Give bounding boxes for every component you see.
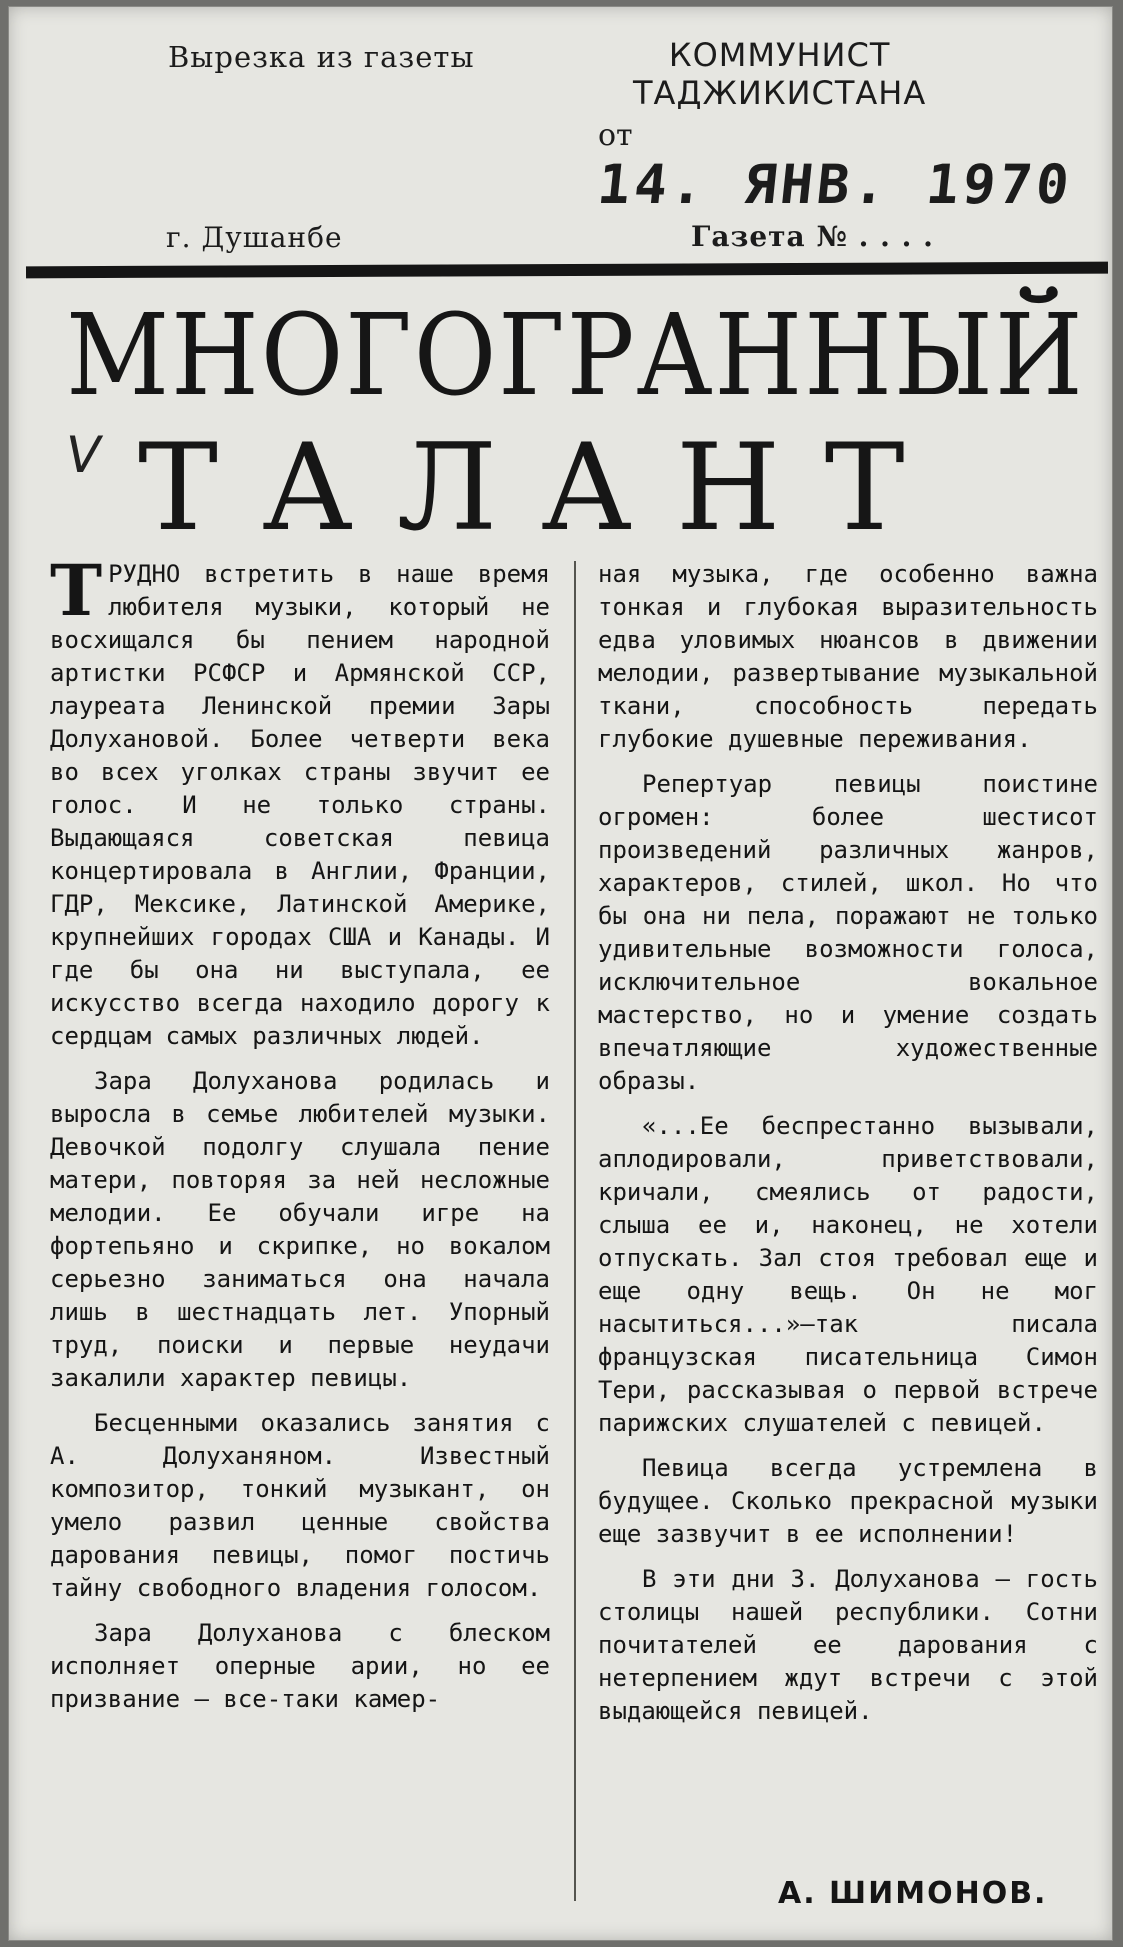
date-line (594, 118, 1113, 216)
newspaper-name-line2: ТАДЖИКИСТАНА (633, 74, 927, 112)
paragraph: Зара Долуханова родилась и выросла в семье любителей музыки. Девочкой подолгу слушала пение матери, повторяя за ней несложные мелодии. Ее обучали игре на фортепьяно и скрипке, но вокалом серьезно заниматься она начала лишь в шестнадцать лет. Упорный труд, поиски и первые неудачи закалили характер певицы. (50, 1067, 550, 1392)
date-prefix: от (598, 118, 633, 153)
author-byline: А. ШИМОНОВ. (778, 1876, 1048, 1911)
column-divider (574, 561, 576, 1901)
header-rule (26, 262, 1108, 279)
paragraph: Репертуар певицы поистине огромен: более шестисот произведений различных жанров, характеров, стилей, школ. Но что бы она ни пела, поражают не только удивительные возможности голоса, исключительное вокальное мастерство, но и умение создать впечатляющие художественные образы. (598, 770, 1098, 1095)
newspaper-name (633, 36, 926, 112)
paragraph: Бесценными оказались занятия с А. Долуханяном. Известный композитор, тонкий музыкант, он умело развил ценные свойства дарования певицы, помог постичь тайну свободного владения голосом. (50, 1409, 550, 1602)
handwritten-check-mark: V (60, 426, 106, 484)
paragraph: «...Ее беспрестанно вызывали, аплодировали, приветствовали, кричали, смеялись от радости, слыша ее и, наконец, не хотели отпускать. Зал стоя требовал еще и еще одну вещь. Он не мог насытиться...»—так писала французская писательница Симон Тери, рассказывая о первой встрече парижских слушателей с певицей. (598, 1112, 1098, 1437)
article-headline (48, 291, 1085, 558)
newspaper-name-line1: КОММУНИСТ (668, 36, 891, 74)
headline-line2: ТАЛАНТ (138, 419, 949, 558)
article-column-left (50, 549, 550, 1728)
paragraph: Певица всегда устремлена в будущее. Сколько прекрасной музыки еще зазвучит в ее исполнении! (598, 1454, 1098, 1548)
headline-line1: МНОГОГРАННЫЙ (66, 291, 1085, 421)
drop-cap: Т (50, 549, 103, 632)
paragraph: ная музыка, где особенно важна тонкая и глубокая выразительность едва уловимых нюансов в движении мелодии, развертывание музыкальной ткани, способность передать глубокие душевные переживания. (598, 560, 1098, 753)
paragraph: ТРУДНО встретить в наше время любителя музыки, который не восхищался бы пением народной артистки РСФСР и Армянской ССР, лауреата Ленинской премии Зары Долухановой. Более четверти века во всех уголках страны звучит ее голос. И не только страны. Выдающаяся советская певица концертировала в Англии, Франции, ГДР, Мексике, Латинской Америке, крупнейших городах США и Канады. И где бы она ни выступала, ее искусство всегда находило дорогу к сердцам самых различных людей. (50, 549, 550, 1050)
newspaper-clipping (8, 6, 1113, 1941)
paragraph: Зара Долуханова с блеском исполняет оперные арии, но ее призвание — все-таки камер- (50, 1619, 550, 1713)
issue-number-label: Газета № . . . . (691, 220, 934, 253)
paragraph: В эти дни З. Долуханова — гость столицы нашей республики. Сотни почитателей ее дарования с нетерпением ждут встречи с этой выдающейся певицей. (598, 1565, 1098, 1725)
city-label: г. Душанбе (166, 221, 343, 254)
article-column-right (598, 558, 1098, 1740)
clipping-label: Вырезка из газеты (168, 40, 475, 74)
date-stamp: 14. ЯНВ. 1970 (594, 153, 1076, 216)
